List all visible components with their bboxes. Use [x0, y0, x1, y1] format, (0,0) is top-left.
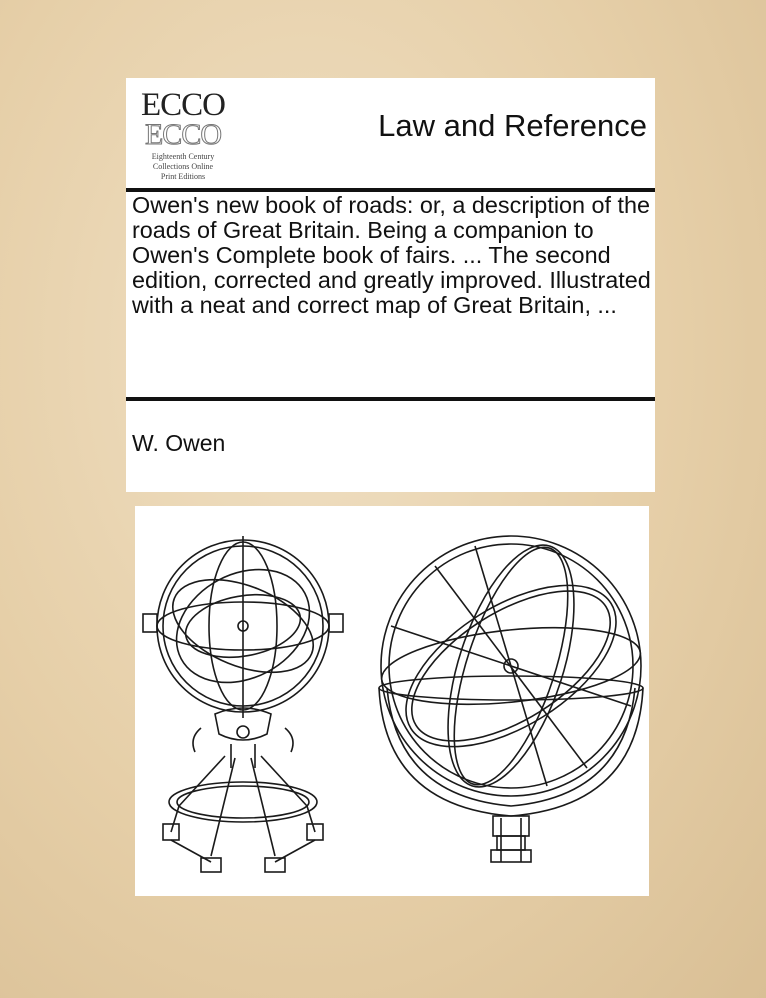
armillary-sphere-on-bowl-icon: [378, 530, 644, 862]
book-title: Owen's new book of roads: or, a description of the roads of Great Britain. Being a companion to Owen's Complete book of fairs. ... The second edition, corrected and greatly improved. Illustrated with a neat and correct map of Great Britain, ...: [132, 192, 651, 318]
armillary-sphere-on-stand-icon: [143, 536, 343, 872]
category-label: Law and Reference: [378, 108, 647, 143]
book-author: W. Owen: [132, 430, 226, 456]
cover-panel: [126, 78, 655, 492]
logo-caption-line: Collections Online: [152, 162, 214, 171]
logo-caption-line: Print Editions: [160, 172, 206, 181]
frontispiece-illustration: [135, 506, 649, 896]
logo-caption: [136, 152, 230, 182]
logo-caption-line: Eighteenth Century: [151, 152, 215, 161]
ecco-logo: [136, 86, 230, 184]
divider-bottom: [126, 397, 655, 401]
logo-letters: ECCO: [140, 87, 225, 123]
logo-letters-reflection: ECCO: [144, 118, 221, 151]
